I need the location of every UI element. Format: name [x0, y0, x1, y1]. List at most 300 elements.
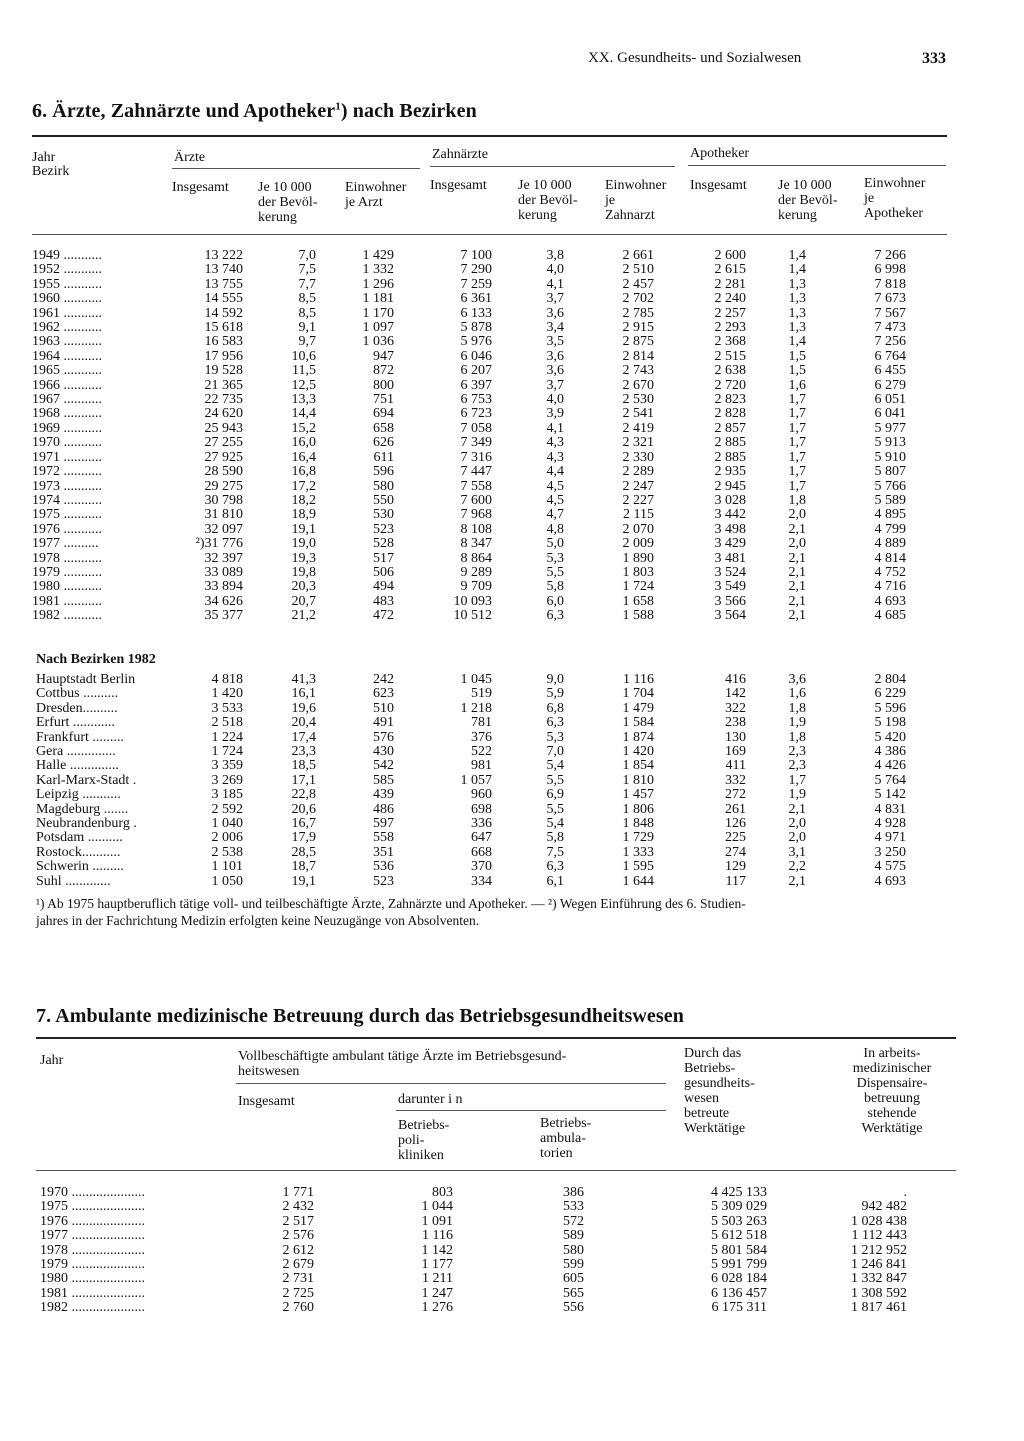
table-cell: 1 332 — [362, 262, 394, 278]
table-cell: 1 588 — [622, 608, 654, 624]
row-label: 1966 ........... — [32, 378, 102, 393]
table-cell: 1 420 — [622, 744, 654, 760]
table-cell: 7 058 — [460, 420, 492, 436]
table-cell: 2,0 — [788, 536, 806, 552]
table-cell: 1,3 — [788, 276, 806, 292]
table6-col-head-8: Je 10 000 der Bevöl- kerung — [778, 178, 838, 223]
table-cell: 15 618 — [204, 320, 243, 336]
table-cell: 4 895 — [874, 507, 906, 523]
table-cell: 947 — [373, 348, 394, 364]
table-cell: 2 935 — [714, 464, 746, 480]
table-cell: 5 913 — [874, 435, 906, 451]
table-cell: 3 549 — [714, 579, 746, 595]
table-cell: 23,3 — [291, 744, 316, 760]
table6-col-head-4: Insgesamt — [430, 178, 487, 193]
table-cell: 1 854 — [622, 758, 654, 774]
table-cell: 1 247 — [421, 1285, 453, 1301]
table-cell: 1 224 — [211, 729, 243, 745]
table-cell: 130 — [725, 729, 746, 745]
table7-col-werktaetige: Durch das Betriebs- gesundheits- wesen betreute Werktätige — [684, 1046, 755, 1136]
table-cell: 1 116 — [422, 1228, 453, 1244]
table-cell: 2 530 — [622, 392, 654, 408]
table-cell: 16,4 — [291, 449, 316, 465]
row-label: 1965 ........... — [32, 364, 102, 379]
footnote-line-1: ¹) Ab 1975 hauptberuflich tätige voll- und teilbeschäftigte Ärzte, Zahnärzte und Apotheker. — ²) Wegen Einführung des 6. Studien- — [36, 896, 746, 911]
table-cell: 3 185 — [211, 787, 243, 803]
table-cell: 9,0 — [546, 672, 564, 687]
table-cell: 126 — [725, 816, 746, 832]
table-cell: 494 — [373, 579, 394, 595]
table-cell: 483 — [373, 593, 394, 609]
table-cell: 8,5 — [298, 305, 316, 321]
row-label: 1970 ........... — [32, 436, 102, 451]
table-cell: 2,3 — [788, 758, 806, 774]
table-cell: 6 136 457 — [711, 1285, 767, 1301]
year-row — [40, 1258, 907, 1272]
table-cell: 14 555 — [204, 291, 243, 307]
table-cell: 550 — [373, 492, 394, 508]
table-cell: 7 266 — [874, 248, 906, 263]
table-cell: 1 658 — [622, 593, 654, 609]
table-cell: 1,7 — [788, 406, 806, 422]
table-cell: 2 330 — [622, 449, 654, 465]
table-cell: 4,0 — [546, 392, 564, 408]
row-label: Halle .............. — [36, 759, 119, 774]
table-cell: 2 857 — [714, 420, 746, 436]
table-cell: 27 255 — [204, 435, 243, 451]
table-cell: 2 638 — [714, 363, 746, 379]
table-cell: 2 814 — [622, 348, 654, 364]
table-cell: 2 518 — [211, 715, 243, 731]
table7-col-polikliniken: Betriebs- poli- kliniken — [398, 1118, 450, 1163]
table-cell: 17,2 — [291, 478, 316, 494]
table-cell: 1,5 — [788, 348, 806, 364]
row-label: 1979 ........... — [32, 565, 102, 580]
table-cell: 2 432 — [282, 1199, 314, 1215]
table-cell: 4 693 — [874, 873, 906, 889]
table-cell: 12,5 — [291, 377, 316, 393]
table-cell: 751 — [373, 392, 394, 408]
table-cell: 5 198 — [874, 715, 906, 731]
table-cell: 11,5 — [292, 363, 316, 379]
table-cell: 2 670 — [622, 377, 654, 393]
year-row — [32, 480, 906, 494]
table-cell: 2 247 — [622, 478, 654, 494]
year-row — [40, 1186, 907, 1200]
table-cell: 5 910 — [874, 449, 906, 465]
row-label: Leipzig ........... — [36, 788, 121, 803]
table-cell: 6 998 — [874, 262, 906, 278]
table-cell: 803 — [432, 1185, 453, 1200]
table-cell: 1 028 438 — [851, 1213, 907, 1229]
table-cell: 416 — [725, 672, 746, 687]
table-cell: 5,3 — [546, 729, 564, 745]
table-cell: 1 595 — [622, 859, 654, 875]
table-cell: 1 457 — [622, 787, 654, 803]
table-cell: 1 177 — [421, 1257, 453, 1273]
table-cell: 7 349 — [460, 435, 492, 451]
year-row — [40, 1244, 907, 1258]
year-row — [40, 1287, 907, 1301]
table-cell: 25 943 — [204, 420, 243, 436]
table-cell: 3,9 — [546, 406, 564, 422]
table-cell: 6 041 — [874, 406, 906, 422]
table-cell: 4 752 — [874, 564, 906, 580]
table-cell: 6,3 — [546, 715, 564, 731]
table-cell: 5,4 — [546, 758, 564, 774]
table-cell: 15,2 — [291, 420, 316, 436]
table-cell: 2 743 — [622, 363, 654, 379]
table-cell: 2,3 — [788, 744, 806, 760]
row-label: 1976 ..................... — [40, 1214, 145, 1229]
table-cell: 981 — [471, 758, 492, 774]
districts-subtitle: Nach Bezirken 1982 — [36, 652, 156, 667]
year-row — [32, 465, 906, 479]
table-cell: 34 626 — [204, 593, 243, 609]
table-cell: 386 — [563, 1185, 584, 1200]
table-cell: 2 115 — [623, 507, 654, 523]
table-cell: 2 804 — [874, 672, 906, 687]
table-cell: 1 644 — [622, 873, 654, 889]
table-cell: 6 397 — [460, 377, 492, 393]
table6-stub-head-year: Jahr — [32, 150, 56, 165]
table-cell: 4,5 — [546, 492, 564, 508]
table-cell: 19 528 — [204, 363, 243, 379]
table-cell: 22 735 — [204, 392, 243, 408]
table-cell: 2 257 — [714, 305, 746, 321]
table-cell: 2 070 — [622, 521, 654, 537]
table-cell: 1 806 — [622, 801, 654, 817]
year-row — [32, 364, 906, 378]
table-cell: 4 716 — [874, 579, 906, 595]
table-cell: 1 803 — [622, 564, 654, 580]
table-cell: 7 567 — [874, 305, 906, 321]
table-cell: 2 289 — [622, 464, 654, 480]
table-cell: 1 308 592 — [851, 1285, 907, 1301]
table-cell: 8 108 — [460, 521, 492, 537]
table7-group-rule — [236, 1083, 666, 1084]
table-cell: 5 142 — [874, 787, 906, 803]
table-cell: 8 347 — [460, 536, 492, 552]
table-cell: 439 — [373, 787, 394, 803]
table-cell: 942 482 — [861, 1199, 907, 1215]
year-row — [32, 494, 906, 508]
table-cell: 5,9 — [546, 686, 564, 702]
table-cell: 623 — [373, 686, 394, 702]
table-cell: 2 600 — [714, 248, 746, 263]
table-cell: 2 885 — [714, 449, 746, 465]
table-cell: 4 971 — [874, 830, 906, 846]
group-head-apotheker: Apotheker — [690, 146, 750, 161]
year-row — [32, 292, 906, 306]
table-cell: 3,6 — [546, 348, 564, 364]
table-cell: 486 — [373, 801, 394, 817]
table-cell: 20,3 — [291, 579, 316, 595]
table-cell: 332 — [725, 772, 746, 788]
table-cell: 2,0 — [788, 507, 806, 523]
table-cell: . — [903, 1185, 907, 1200]
table-cell: 20,4 — [291, 715, 316, 731]
table-cell: 13 740 — [204, 262, 243, 278]
table-cell: 2 661 — [622, 248, 654, 263]
district-row — [36, 759, 906, 773]
table-cell: 1 091 — [421, 1213, 453, 1229]
table-cell: 1 218 — [460, 700, 492, 716]
row-label: 1972 ........... — [32, 465, 102, 480]
table-cell: 2,0 — [788, 816, 806, 832]
table-cell: 29 275 — [204, 478, 243, 494]
table-cell: 142 — [725, 686, 746, 702]
table-cell: 4,3 — [546, 435, 564, 451]
table-cell: 2,0 — [788, 830, 806, 846]
table-cell: 1,8 — [788, 700, 806, 716]
table-cell: 1,9 — [788, 715, 806, 731]
table-cell: 1,7 — [788, 772, 806, 788]
table-cell: 21 365 — [204, 377, 243, 393]
table-cell: 3 429 — [714, 536, 746, 552]
table-cell: 5 807 — [874, 464, 906, 480]
district-row — [36, 817, 906, 831]
row-label: Frankfurt ......... — [36, 730, 124, 745]
table-cell: 6 175 311 — [711, 1300, 767, 1316]
table7-col-ambulatorien: Betriebs- ambula- torien — [540, 1116, 592, 1161]
table-cell: 6 207 — [460, 363, 492, 379]
table-cell: 7 290 — [460, 262, 492, 278]
table-cell: 2 702 — [622, 291, 654, 307]
table-cell: 3 533 — [211, 700, 243, 716]
table-cell: 1,9 — [788, 787, 806, 803]
table-cell: 1 429 — [362, 248, 394, 263]
table-cell: 1,6 — [788, 686, 806, 702]
year-row — [32, 379, 906, 393]
table-cell: 7,5 — [298, 262, 316, 278]
table-cell: 536 — [373, 859, 394, 875]
row-label: 1960 ........... — [32, 292, 102, 307]
table-cell: 1 420 — [211, 686, 243, 702]
table-cell: 4 425 133 — [711, 1185, 767, 1200]
table-cell: 1 036 — [362, 334, 394, 350]
table-cell: 2 720 — [714, 377, 746, 393]
table-cell: 7,7 — [298, 276, 316, 292]
table-cell: 3,7 — [546, 377, 564, 393]
table-cell: 27 925 — [204, 449, 243, 465]
district-row — [36, 731, 906, 745]
table-cell: 18,2 — [291, 492, 316, 508]
table-cell: 2,1 — [788, 593, 806, 609]
table-cell: 2 885 — [714, 435, 746, 451]
table-cell: 7 673 — [874, 291, 906, 307]
table-cell: 334 — [471, 873, 492, 889]
row-label: 1975 ........... — [32, 508, 102, 523]
table-cell: 1 142 — [421, 1242, 453, 1258]
year-row — [32, 407, 906, 421]
row-label: 1982 ..................... — [40, 1301, 145, 1316]
table-cell: 2,1 — [788, 579, 806, 595]
table-cell: 1 181 — [362, 291, 394, 307]
table6-districts — [36, 673, 906, 889]
table-cell: 2 368 — [714, 334, 746, 350]
table-cell: 1,3 — [788, 291, 806, 307]
table-cell: 5 503 263 — [711, 1213, 767, 1229]
table-cell: 5,5 — [546, 801, 564, 817]
table-cell: 17,4 — [291, 729, 316, 745]
table-cell: 2,1 — [788, 521, 806, 537]
table-cell: 6 279 — [874, 377, 906, 393]
table-cell: 4,7 — [546, 507, 564, 523]
table-cell: 1,8 — [788, 492, 806, 508]
table-cell: 2,1 — [788, 608, 806, 624]
table-cell: 10 512 — [453, 608, 492, 624]
year-row — [32, 552, 906, 566]
table-cell: 5 976 — [460, 334, 492, 350]
table-cell: 16 583 — [204, 334, 243, 350]
table-cell: 6,3 — [546, 608, 564, 624]
table-cell: 5 977 — [874, 420, 906, 436]
year-row — [32, 523, 906, 537]
table-cell: 10,6 — [291, 348, 316, 364]
footnote-line-2: jahres in der Fachrichtung Medizin erfolgten keine Neuzugänge von Absolventen. — [36, 913, 480, 928]
table-cell: 2 419 — [622, 420, 654, 436]
table6-col-head-9: Einwohner je Apotheker — [864, 176, 926, 221]
year-row — [32, 580, 906, 594]
table-cell: 370 — [471, 859, 492, 875]
table-cell: 4 814 — [874, 550, 906, 566]
year-row — [32, 249, 906, 263]
table-cell: 4,0 — [546, 262, 564, 278]
year-row — [32, 263, 906, 277]
table-cell: 6 455 — [874, 363, 906, 379]
row-label: 1976 ........... — [32, 522, 102, 537]
table6-title — [32, 100, 477, 123]
row-label: Schwerin ......... — [36, 860, 124, 875]
table-cell: 2 828 — [714, 406, 746, 422]
table-cell: 5 878 — [460, 320, 492, 336]
table-cell: 1,7 — [788, 420, 806, 436]
table-cell: 572 — [563, 1213, 584, 1229]
district-row — [36, 702, 906, 716]
table-cell: 2 515 — [714, 348, 746, 364]
table-cell: 18,9 — [291, 507, 316, 523]
row-label: 1973 ........... — [32, 479, 102, 494]
running-head — [588, 50, 946, 68]
table7-col-dispensaire: In arbeits- medizinischer Dispensaire- betreuung stehende Werktätige — [852, 1046, 932, 1136]
table-cell: 3 028 — [714, 492, 746, 508]
table-cell: 261 — [725, 801, 746, 817]
year-row — [32, 566, 906, 580]
table-cell: 24 620 — [204, 406, 243, 422]
row-label: 1952 ........... — [32, 263, 102, 278]
table-cell: 31 810 — [204, 507, 243, 523]
row-label: 1962 ........... — [32, 321, 102, 336]
table-cell: 351 — [373, 844, 394, 860]
row-label: 1982 ........... — [32, 609, 102, 624]
table-cell: 16,1 — [291, 686, 316, 702]
row-label: Hauptstadt Berlin — [36, 673, 136, 687]
table6-col-head-5: Je 10 000 der Bevöl- kerung — [518, 178, 578, 223]
table-cell: 7 818 — [874, 276, 906, 292]
table-cell: 14,4 — [291, 406, 316, 422]
table-cell: 16,8 — [291, 464, 316, 480]
table-cell: 565 — [563, 1285, 584, 1301]
year-row — [32, 537, 906, 551]
table6-col-head-7: Insgesamt — [690, 178, 747, 193]
table6-top-rule — [32, 135, 947, 137]
year-row — [32, 307, 906, 321]
table-cell: 7 316 — [460, 449, 492, 465]
table-cell: 3,6 — [788, 672, 806, 687]
year-row — [32, 422, 906, 436]
table-cell: 7 259 — [460, 276, 492, 292]
table-cell: 5 612 518 — [711, 1228, 767, 1244]
table-cell: 2 009 — [622, 536, 654, 552]
table-cell: 558 — [373, 830, 394, 846]
table-cell: 2,2 — [788, 859, 806, 875]
row-label: 1978 ........... — [32, 551, 102, 566]
table-cell: 5,8 — [546, 579, 564, 595]
table-cell: 698 — [471, 801, 492, 817]
table-cell: 6 028 184 — [711, 1271, 767, 1287]
table-cell: 4 928 — [874, 816, 906, 832]
table-cell: 2 679 — [282, 1257, 314, 1273]
table-cell: 7 447 — [460, 464, 492, 480]
table6-title-footnote-mark: 1 — [335, 100, 341, 113]
table-cell: 5,5 — [546, 772, 564, 788]
table-cell: 5 589 — [874, 492, 906, 508]
table-cell: 6 753 — [460, 392, 492, 408]
table-cell: 3 564 — [714, 608, 746, 624]
table-cell: 585 — [373, 772, 394, 788]
table-cell: 2 510 — [622, 262, 654, 278]
table-cell: 1 246 841 — [851, 1257, 907, 1273]
table-cell: 800 — [373, 377, 394, 393]
section-title: XX. Gesundheits- und Sozialwesen — [588, 50, 802, 66]
table-cell: 32 397 — [204, 550, 243, 566]
table-cell: 5 596 — [874, 700, 906, 716]
district-row — [36, 875, 906, 889]
table-cell: 1 810 — [622, 772, 654, 788]
table-cell: 4,4 — [546, 464, 564, 480]
table-cell: 2 541 — [622, 406, 654, 422]
table-cell: 6 361 — [460, 291, 492, 307]
year-row — [32, 335, 906, 349]
table-cell: 1,3 — [788, 305, 806, 321]
year-row — [32, 595, 906, 609]
table-cell: 3,8 — [546, 248, 564, 263]
table-cell: 611 — [373, 449, 394, 465]
table-cell: 542 — [373, 758, 394, 774]
table-cell: 4 685 — [874, 608, 906, 624]
table-cell: 6,1 — [546, 873, 564, 889]
table6-title-suffix: ) nach Bezirken — [340, 100, 477, 122]
table-cell: 2,1 — [788, 564, 806, 580]
table-cell: 1 170 — [362, 305, 394, 321]
table-cell: 3 566 — [714, 593, 746, 609]
table-cell: 6 133 — [460, 305, 492, 321]
table-cell: 2 538 — [211, 844, 243, 860]
row-label: 1980 ........... — [32, 580, 102, 595]
table-cell: 225 — [725, 830, 746, 846]
table-cell: 5,3 — [546, 550, 564, 566]
table-cell: 1,5 — [788, 363, 806, 379]
table-cell: 5 991 799 — [711, 1257, 767, 1273]
table-cell: 32 097 — [204, 521, 243, 537]
table-cell: 2 823 — [714, 392, 746, 408]
table-cell: 1 333 — [622, 844, 654, 860]
table-cell: 1,4 — [788, 334, 806, 350]
table-cell: 5 766 — [874, 478, 906, 494]
table-cell: 7,5 — [546, 844, 564, 860]
table-cell: 1 584 — [622, 715, 654, 731]
